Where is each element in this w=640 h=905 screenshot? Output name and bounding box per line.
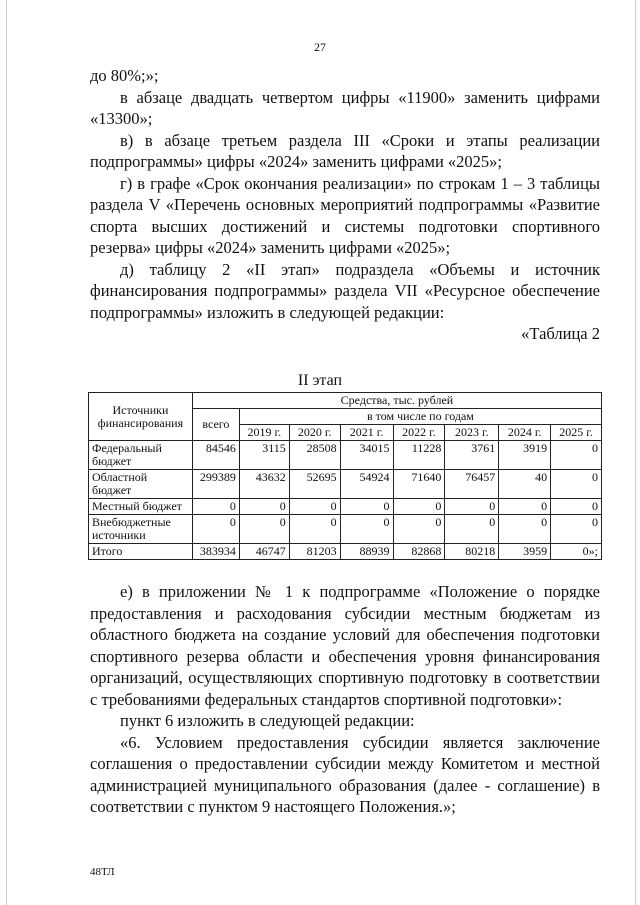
row-total: 383934 xyxy=(192,544,239,560)
header-year: 2025 г. xyxy=(551,425,602,441)
scan-left-edge xyxy=(6,0,7,905)
year-value-cell: 0 xyxy=(551,499,602,515)
year-value-cell: 0 xyxy=(340,515,393,544)
year-value-cell: 40 xyxy=(499,470,551,499)
year-value-cell: 11228 xyxy=(393,441,445,470)
year-value-cell: 82868 xyxy=(393,544,445,560)
paragraph: д) таблицу 2 «II этап» подраздела «Объемы и источник финансирования подпрограммы» раздела VII «Ресурсное обеспечение подпрограммы» изложить в следующей редакции: xyxy=(90,259,600,322)
header-year: 2019 г. xyxy=(239,425,289,441)
row-label: Местный бюджет xyxy=(89,499,193,515)
year-value-cell: 43632 xyxy=(239,470,289,499)
header-year: 2023 г. xyxy=(445,425,499,441)
year-value-cell: 52695 xyxy=(289,470,340,499)
year-value-cell: 0 xyxy=(499,499,551,515)
paragraph: до 80%;»; xyxy=(90,66,159,85)
year-value-cell: 76457 xyxy=(445,470,499,499)
header-year: 2020 г. xyxy=(289,425,340,441)
row-total: 0 xyxy=(192,499,239,515)
table-row xyxy=(89,515,602,544)
row-total: 0 xyxy=(192,515,239,544)
text-block-top xyxy=(90,65,600,345)
year-value-cell: 46747 xyxy=(239,544,289,560)
year-value-cell: 0 xyxy=(499,515,551,544)
paragraph: «6. Условием предоставления субсидии является заключение соглашения о предоставлении субсидии между Комитетом и местной администрацией муниципального образования (далее - соглашение) в соответствии с пунктом 9 настоящего Положения.»; xyxy=(90,732,600,816)
year-value-cell: 80218 xyxy=(445,544,499,560)
year-value-cell: 3115 xyxy=(239,441,289,470)
year-value-cell: 0 xyxy=(289,499,340,515)
row-total: 84546 xyxy=(192,441,239,470)
header-year: 2024 г. xyxy=(499,425,551,441)
header-by-years: в том числе по годам xyxy=(239,409,601,425)
year-value-cell: 0 xyxy=(551,515,602,544)
row-label: Внебюджетные источники xyxy=(89,515,193,544)
year-value-cell: 0»; xyxy=(551,544,602,560)
header-funds: Средства, тыс. рублей xyxy=(192,393,601,409)
year-value-cell: 0 xyxy=(239,499,289,515)
table-label: «Таблица 2 xyxy=(521,324,600,343)
paragraph: в абзаце двадцать четвертом цифры «11900» заменить цифрами «13300»; xyxy=(90,87,600,128)
year-value-cell: 34015 xyxy=(340,441,393,470)
paragraph: е) в приложении № 1 к подпрограмме «Положение о порядке предоставления и расходования субсидии местным бюджетам из областного бюджета на создание условий для обеспечения подготовки спортивного резерва области и обеспечения уровня финансирования организаций, осуществляющих спортивную подготовку в соответствии с требованиями федеральных стандартов спортивной подготовки»: xyxy=(90,582,600,709)
page-number: 27 xyxy=(314,40,326,54)
table-row xyxy=(89,441,602,470)
row-label: Областной бюджет xyxy=(89,470,193,499)
year-value-cell: 28508 xyxy=(289,441,340,470)
year-value-cell: 88939 xyxy=(340,544,393,560)
year-value-cell: 54924 xyxy=(340,470,393,499)
text-block-bottom xyxy=(90,581,600,818)
header-total: всего xyxy=(192,409,239,441)
year-value-cell: 81203 xyxy=(289,544,340,560)
row-label: Итого xyxy=(89,544,193,560)
year-value-cell: 0 xyxy=(551,441,602,470)
table-caption: II этап xyxy=(297,372,343,389)
year-value-cell: 0 xyxy=(445,515,499,544)
table-row xyxy=(89,499,602,515)
year-value-cell: 0 xyxy=(393,515,445,544)
year-value-cell: 0 xyxy=(340,499,393,515)
year-value-cell: 71640 xyxy=(393,470,445,499)
paragraph: пункт 6 изложить в следующей редакции: xyxy=(120,711,415,730)
year-value-cell: 0 xyxy=(445,499,499,515)
header-year: 2022 г. xyxy=(393,425,445,441)
year-value-cell: 3919 xyxy=(499,441,551,470)
year-value-cell: 3761 xyxy=(445,441,499,470)
paragraph: г) в графе «Срок окончания реализации» по строкам 1 – 3 таблицы раздела V «Перечень основных мероприятий подпрограммы «Развитие спорта высших достижений и системы подготовки спортивного резерва» цифры «2024» заменить цифрами «2025»; xyxy=(90,173,600,257)
year-value-cell: 0 xyxy=(289,515,340,544)
year-value-cell: 3959 xyxy=(499,544,551,560)
table-row xyxy=(89,544,602,560)
year-value-cell: 0 xyxy=(393,499,445,515)
header-sources: Источники финансирования xyxy=(89,393,193,441)
header-year: 2021 г. xyxy=(340,425,393,441)
year-value-cell: 0 xyxy=(239,515,289,544)
table-row xyxy=(89,470,602,499)
row-total: 299389 xyxy=(192,470,239,499)
scan-right-edge xyxy=(635,0,636,905)
paragraph: в) в абзаце третьем раздела III «Сроки и этапы реализации подпрограммы» цифры «2024» заменить цифрами «2025»; xyxy=(90,130,600,171)
footer-code: 48ТЛ xyxy=(90,866,115,878)
row-label: Федеральный бюджет xyxy=(89,441,193,470)
financing-table xyxy=(88,392,602,560)
year-value-cell: 0 xyxy=(551,470,602,499)
